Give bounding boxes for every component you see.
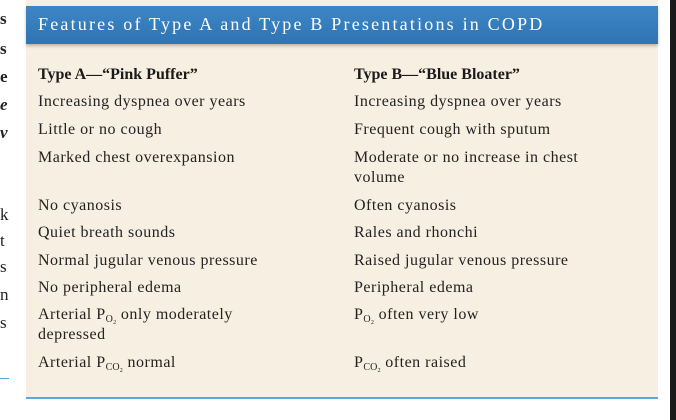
- type-b-row: Increasing dyspnea over years: [354, 93, 562, 110]
- edge-fragment: v: [0, 124, 8, 141]
- type-a-pco2-prefix: Arterial P: [38, 354, 106, 371]
- type-b-heading: Type B—“Blue Bloater”: [354, 66, 520, 83]
- type-a-row: Marked chest overexpansion: [38, 149, 235, 166]
- edge-fragment: n: [0, 286, 9, 303]
- type-a-row: No peripheral edema: [38, 279, 182, 296]
- type-b-po2-suffix: often very low: [374, 306, 479, 323]
- type-b-pco2-sub: CO₂: [363, 362, 381, 373]
- type-a-po2-prefix: Arterial P: [38, 306, 106, 323]
- type-a-po2-sub: O₂: [105, 314, 117, 325]
- type-b-pco2-row: [354, 353, 466, 378]
- copd-table-panel: [26, 0, 658, 397]
- type-b-pco2-suffix: often raised: [380, 354, 467, 371]
- type-b-row: Peripheral edema: [354, 279, 474, 296]
- type-b-row: Frequent cough with sputum: [354, 121, 551, 138]
- type-b-pco2-prefix: P: [354, 354, 364, 371]
- edge-fragment: k: [0, 206, 9, 223]
- type-a-po2-suffix: only moderately: [116, 306, 233, 323]
- type-b-po2-row: [354, 305, 479, 330]
- edge-fragment: s: [0, 314, 7, 331]
- type-b-po2-prefix: P: [354, 306, 364, 323]
- edge-fragment: e: [0, 96, 8, 113]
- type-a-pco2-sub: CO₂: [105, 362, 124, 373]
- type-a-heading: Type A—“Pink Puffer”: [38, 66, 198, 83]
- type-a-row: Quiet breath sounds: [38, 224, 176, 241]
- viewer-edge: [670, 0, 676, 420]
- type-a-pco2-suffix: normal: [123, 354, 176, 371]
- type-a-row: Little or no cough: [38, 121, 163, 138]
- type-a-row: No cyanosis: [38, 197, 123, 214]
- type-a-row: Normal jugular venous pressure: [38, 252, 258, 269]
- table-title: Features of Type A and Type B Presentations in COPD: [38, 14, 545, 34]
- type-b-row: Rales and rhonchi: [354, 224, 479, 241]
- type-b-po2-sub: O₂: [363, 314, 375, 325]
- type-b-row: Moderate or no increase in chest: [354, 149, 579, 166]
- edge-fragment: s: [0, 258, 7, 275]
- type-a-row: Increasing dyspnea over years: [38, 93, 246, 110]
- type-b-row: volume: [354, 169, 405, 186]
- type-a-po2-row-cont: depressed: [38, 326, 106, 343]
- edge-fragment: s: [0, 40, 7, 57]
- bottom-rule: [26, 397, 658, 399]
- edge-rule: [0, 378, 9, 379]
- edge-fragment: s: [0, 10, 7, 27]
- edge-fragment: e: [0, 68, 8, 85]
- type-b-row: Raised jugular venous pressure: [354, 252, 569, 269]
- edge-fragment: t: [0, 232, 5, 249]
- type-b-row: Often cyanosis: [354, 197, 457, 214]
- type-a-pco2-row: [38, 353, 176, 378]
- table-header-bar: [26, 6, 658, 44]
